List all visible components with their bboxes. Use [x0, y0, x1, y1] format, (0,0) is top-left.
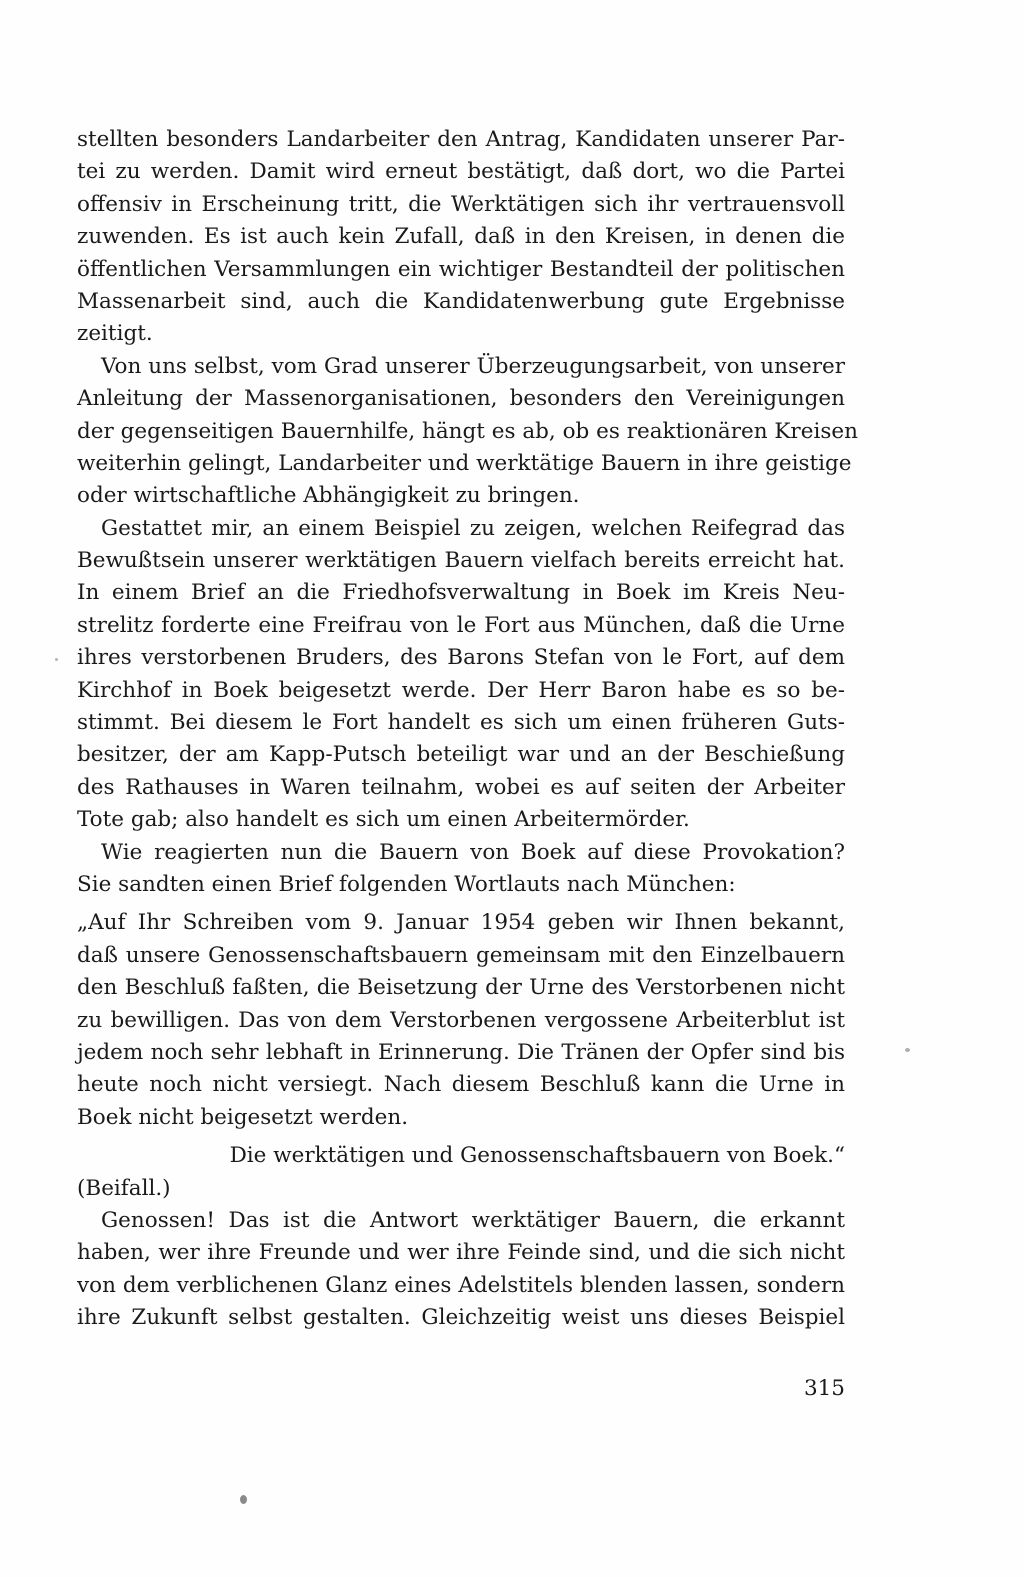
text-line: den Beschluß faßten, die Beisetzung der Urne des Verstorbenen nicht: [77, 975, 845, 1001]
text-line: offensiv in Erscheinung tritt, die Werktätigen sich ihr vertrauensvoll: [77, 191, 845, 217]
paragraph-1: [77, 124, 845, 351]
paragraph-2: [77, 351, 858, 513]
text-line: Sie sandten einen Brief folgenden Wortlauts nach München:: [77, 871, 736, 897]
text-line: Tote gab; also handelt es sich um einen Arbeitermörder.: [77, 807, 690, 833]
paragraph-5: [77, 1205, 845, 1335]
text-line: stimmt. Bei diesem le Fort handelt es sich um einen früheren Guts-: [77, 710, 845, 736]
text-line: der gegenseitigen Bauernhilfe, hängt es ab, ob es reaktionären Kreisen: [77, 418, 858, 444]
text-line: Von uns selbst, vom Grad unserer Überzeugungsarbeit, von unserer: [101, 353, 845, 379]
paper-speck: [240, 1495, 247, 1504]
text-line: Massenarbeit sind, auch die Kandidatenwerbung gute Ergebnisse: [77, 288, 845, 314]
text-line: zeitigt.: [77, 321, 153, 347]
paper-speck: [55, 658, 58, 661]
paragraph-4: [77, 837, 845, 902]
text-line: „Auf Ihr Schreiben vom 9. Januar 1954 geben wir Ihnen bekannt,: [77, 910, 845, 936]
text-line: ihre Zukunft selbst gestalten. Gleichzeitig weist uns dieses Beispiel: [77, 1305, 845, 1331]
text-line: weiterhin gelingt, Landarbeiter und werktätige Bauern in ihre geistige: [77, 450, 852, 476]
text-line: strelitz forderte eine Freifrau von le Fort aus München, daß die Urne: [77, 612, 845, 638]
text-line: daß unsere Genossenschaftsbauern gemeinsam mit den Einzelbauern: [77, 942, 845, 968]
letter-signature: Die werktätigen und Genossenschaftsbauern von Boek.“: [229, 1143, 845, 1169]
text-line: besitzer, der am Kapp-Putsch beteiligt war und an der Beschießung: [77, 742, 845, 768]
text-line: Anleitung der Massenorganisationen, besonders den Vereinigungen: [77, 386, 845, 412]
text-line: stellten besonders Landarbeiter den Antrag, Kandidaten unserer Par-: [77, 127, 845, 152]
paper-speck: [905, 1048, 910, 1052]
text-line: Gestattet mir, an einem Beispiel zu zeigen, welchen Reifegrad das: [101, 515, 845, 541]
quoted-letter: [77, 907, 845, 1134]
text-line: Wie reagierten nun die Bauern von Boek auf diese Provokation?: [101, 839, 845, 865]
text-line: heute noch nicht versiegt. Nach diesem Beschluß kann die Urne in: [77, 1072, 845, 1098]
paragraph-3: [77, 513, 845, 837]
applause-note: (Beifall.): [77, 1175, 171, 1201]
text-line: Bewußtsein unserer werktätigen Bauern vielfach bereits erreicht hat.: [77, 548, 845, 574]
text-line: oder wirtschaftliche Abhängigkeit zu bringen.: [77, 483, 580, 509]
text-line: des Rathauses in Waren teilnahm, wobei es auf seiten der Arbeiter: [77, 774, 845, 800]
page-number: 315: [803, 1376, 845, 1401]
text-line: tei zu werden. Damit wird erneut bestätigt, daß dort, wo die Partei: [77, 159, 845, 185]
text-line: Genossen! Das ist die Antwort werktätiger Bauern, die erkannt: [101, 1207, 845, 1233]
text-line: Boek nicht beigesetzt werden.: [77, 1104, 409, 1130]
text-line: jedem noch sehr lebhaft in Erinnerung. Die Tränen der Opfer sind bis: [77, 1039, 845, 1065]
body-text: [77, 124, 858, 1334]
text-line: ihres verstorbenen Bruders, des Barons Stefan von le Fort, auf dem: [77, 645, 845, 671]
text-line: zu bewilligen. Das von dem Verstorbenen vergossene Arbeiterblut ist: [77, 1007, 845, 1033]
text-line: Kirchhof in Boek beigesetzt werde. Der Herr Baron habe es so be-: [77, 677, 845, 703]
text-line: von dem verblichenen Glanz eines Adelstitels blenden lassen, sondern: [77, 1272, 845, 1298]
text-line: öffentlichen Versammlungen ein wichtiger Bestandteil der politischen: [77, 256, 845, 282]
text-line: In einem Brief an die Friedhofsverwaltung in Boek im Kreis Neu-: [77, 580, 845, 606]
text-line: zuwenden. Es ist auch kein Zufall, daß in den Kreisen, in denen die: [77, 224, 845, 250]
text-line: haben, wer ihre Freunde und wer ihre Feinde sind, und die sich nicht: [77, 1240, 845, 1266]
